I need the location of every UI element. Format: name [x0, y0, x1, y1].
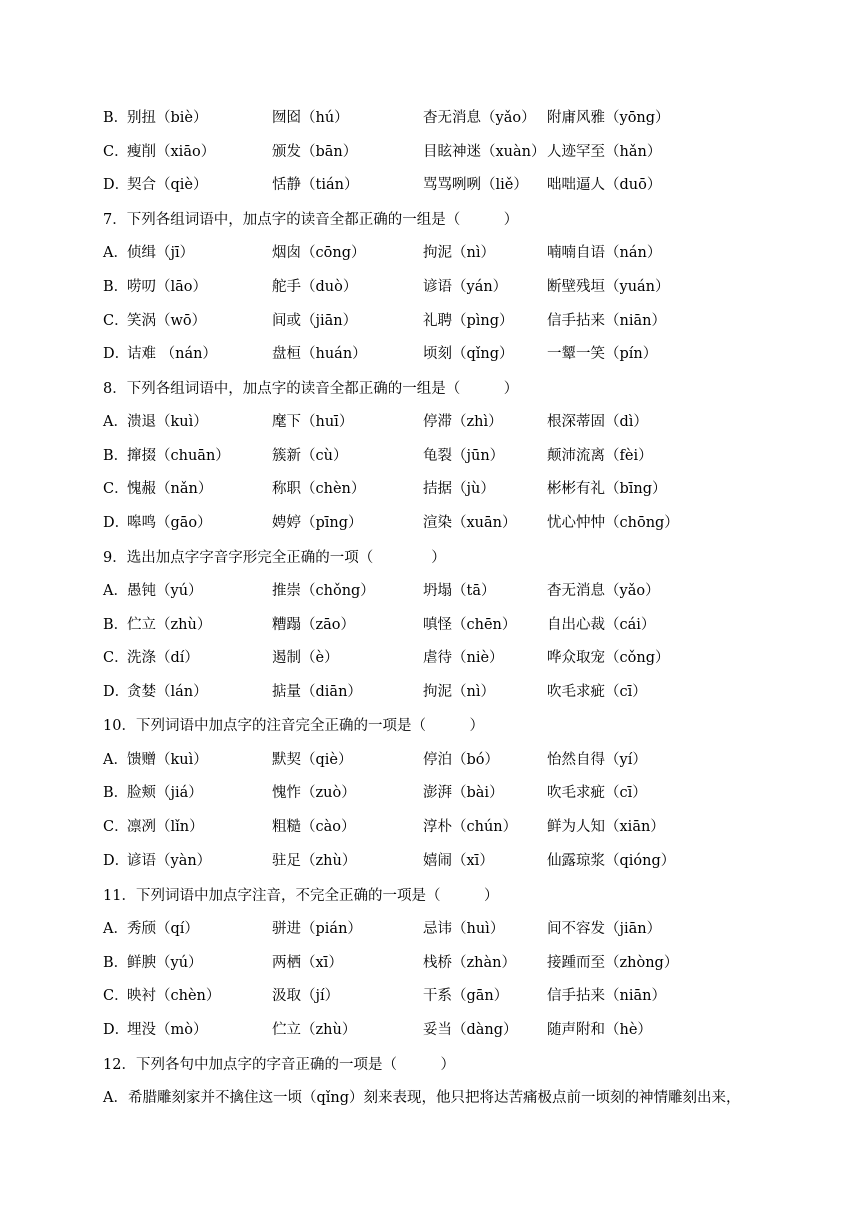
option-term: 杳无消息（yǎo） [423, 110, 536, 126]
option-term: 断壁残垣（yuán） [547, 279, 670, 295]
option-term: 笑涡（wō） [127, 313, 207, 329]
option-term: 礼聘（pìng） [423, 313, 514, 329]
option-term: 干系（gān） [423, 988, 509, 1004]
option-term: 称职（chèn） [272, 481, 366, 497]
option-term: 停泊（bó） [423, 752, 500, 768]
option-label: C． [103, 650, 129, 666]
option-term: 自出心裁（cái） [547, 617, 656, 633]
option-label: B． [103, 448, 129, 464]
question-text: 12．下列各句中加点字的字音正确的一项是（ ） [103, 1057, 455, 1073]
option-term: 澎湃（bài） [423, 785, 504, 801]
option-term: 怡然自得（yí） [547, 752, 647, 768]
question-text-line [103, 208, 518, 232]
option-term: 随声附和（hè） [547, 1022, 652, 1038]
question-text: 7．下列各组词语中，加点字的读音全都正确的一组是（ ） [103, 212, 519, 228]
option-term: 默契（qiè） [272, 752, 353, 768]
option-term: 嗥鸣（gāo） [127, 515, 212, 531]
option-term: 舵手（duò） [272, 279, 358, 295]
option-term: 栈桥（zhàn） [423, 955, 516, 971]
option-term: 贪婪（lán） [127, 684, 208, 700]
option-term: 烟囱（cōng） [272, 245, 366, 261]
option-term: 杳无消息（yǎo） [547, 583, 660, 599]
question-text-line [103, 714, 484, 738]
option-label: C． [103, 988, 129, 1004]
option-term: 溃退（kuì） [127, 414, 208, 430]
option-term: 信手拈来（niān） [547, 313, 666, 329]
option-term: 洗涤（dí） [127, 650, 199, 666]
option-term: 诘难 （nán） [127, 346, 217, 362]
question-text: 10．下列词语中加点字的注音完全正确的一项是（ ） [103, 718, 484, 734]
option-label: B． [103, 617, 129, 633]
option-term: 谚语（yán） [423, 279, 508, 295]
option-term: 汲取（jí） [272, 988, 340, 1004]
option-term: 遏制（è） [272, 650, 339, 666]
option-term: 顷刻（qǐng） [423, 346, 514, 362]
option-term: 撺掇（chuān） [127, 448, 230, 464]
option-term: 虐待（niè） [423, 650, 504, 666]
option-term: 脸颊（jiá） [127, 785, 203, 801]
option-term: 坍塌（tā） [423, 583, 496, 599]
option-term: 忧心忡忡（chōng） [547, 515, 679, 531]
option-term: 秀颀（qí） [127, 921, 199, 937]
option-label: D． [103, 853, 130, 869]
option-label: A． [103, 752, 128, 768]
option-label: D． [103, 1022, 130, 1038]
option-term: 目眩神迷（xuàn） [423, 144, 546, 160]
option-label: C． [103, 144, 129, 160]
option-term: 恬静（tián） [272, 177, 359, 193]
option-term: 掂量（diān） [272, 684, 362, 700]
option-term: 淳朴（chún） [423, 819, 518, 835]
option-term: 鲜为人知（xiān） [547, 819, 665, 835]
option-term: 喃喃自语（nán） [547, 245, 662, 261]
option-term: 盘桓（huán） [272, 346, 367, 362]
question-text: 11．下列词语中加点字注音，不完全正确的一项是（ ） [103, 888, 499, 904]
option-label: D． [103, 684, 130, 700]
option-term: 麾下（huī） [272, 414, 354, 430]
option-term: 映衬（chèn） [127, 988, 221, 1004]
option-term: 吹毛求疵（cī） [547, 684, 647, 700]
option-term: 妥当（dàng） [423, 1022, 518, 1038]
option-term: 娉婷（pīng） [272, 515, 363, 531]
option-term: 间不容发（jiān） [547, 921, 662, 937]
question-text-line [103, 1053, 455, 1077]
option-term: 信手拈来（niān） [547, 988, 666, 1004]
option-term: 一颦一笑（pín） [547, 346, 658, 362]
option-term: 侦缉（jī） [127, 245, 195, 261]
option-term: 别扭（biè） [127, 110, 208, 126]
option-term: 颠沛流离（fèi） [547, 448, 653, 464]
option-term: 拘泥（nì） [423, 684, 495, 700]
option-term: 拘泥（nì） [423, 245, 495, 261]
option-term: 簇新（cù） [272, 448, 348, 464]
option-label: A． [103, 583, 128, 599]
option-term: 停滞（zhì） [423, 414, 503, 430]
option-label: B． [103, 279, 129, 295]
question-text: 9．选出加点字字音字形完全正确的一项（ ） [103, 550, 446, 566]
option-label: B． [103, 785, 129, 801]
option-term: 谚语（yàn） [127, 853, 212, 869]
option-label: A． [103, 921, 128, 937]
option-term: 人迹罕至（hǎn） [547, 144, 662, 160]
option-label: C． [103, 819, 129, 835]
option-term: 嬉闹（xī） [423, 853, 494, 869]
option-label: D． [103, 346, 130, 362]
question-text: A．希腊雕刻家并不擒住这一顷（qǐng）刻来表现，他只把将达苦痛极点前一顷刻的神情雕刻出来， [103, 1090, 741, 1106]
option-term: 糟蹋（zāo） [272, 617, 356, 633]
option-term: 凛冽（lǐn） [127, 819, 204, 835]
option-term: 粗糙（cào） [272, 819, 356, 835]
option-term: 愧怍（zuò） [272, 785, 356, 801]
option-label: A． [103, 414, 128, 430]
option-term: 龟裂（jūn） [423, 448, 505, 464]
option-term: 愧赧（nǎn） [127, 481, 213, 497]
option-term: 愚钝（yú） [127, 583, 203, 599]
option-label: C． [103, 481, 129, 497]
option-term: 嗔怪（chēn） [423, 617, 517, 633]
option-term: 伫立（zhù） [272, 1022, 357, 1038]
option-term: 颁发（bān） [272, 144, 358, 160]
option-term: 吹毛求疵（cī） [547, 785, 647, 801]
option-term: 拮据（jù） [423, 481, 495, 497]
option-term: 接踵而至（zhòng） [547, 955, 679, 971]
option-term: 哗众取宠（cǒng） [547, 650, 670, 666]
option-term: 鲜腴（yú） [127, 955, 203, 971]
option-term: 仙露琼浆（qióng） [547, 853, 676, 869]
option-term: 瘦削（xiāo） [127, 144, 216, 160]
option-term: 唠叨（lāo） [127, 279, 208, 295]
option-term: 附庸风雅（yōng） [547, 110, 670, 126]
option-term: 骈进（pián） [272, 921, 362, 937]
option-term: 咄咄逼人（duō） [547, 177, 662, 193]
option-term: 骂骂咧咧（liě） [423, 177, 528, 193]
option-term: 两栖（xī） [272, 955, 343, 971]
option-term: 驻足（zhù） [272, 853, 357, 869]
question-text-line [103, 546, 446, 570]
option-term: 渲染（xuān） [423, 515, 517, 531]
option-term: 契合（qiè） [127, 177, 208, 193]
option-label: C． [103, 313, 129, 329]
option-term: 忌讳（huì） [423, 921, 505, 937]
option-term: 囫囵（hú） [272, 110, 349, 126]
option-term: 伫立（zhù） [127, 617, 212, 633]
option-term: 推崇（chǒng） [272, 583, 375, 599]
question-text-line [103, 377, 518, 401]
option-label: D． [103, 515, 130, 531]
option-label: B． [103, 955, 129, 971]
option-term: 间或（jiān） [272, 313, 358, 329]
option-term: 彬彬有礼（bīng） [547, 481, 667, 497]
option-label: B． [103, 110, 129, 126]
option-term: 埋没（mò） [127, 1022, 208, 1038]
option-label: D． [103, 177, 130, 193]
question-text: 8．下列各组词语中，加点字的读音全都正确的一组是（ ） [103, 381, 519, 397]
option-term: 馈赠（kuì） [127, 752, 208, 768]
question-text-line [103, 1086, 741, 1110]
option-label: A． [103, 245, 128, 261]
question-text-line [103, 884, 498, 908]
option-term: 根深蒂固（dì） [547, 414, 648, 430]
